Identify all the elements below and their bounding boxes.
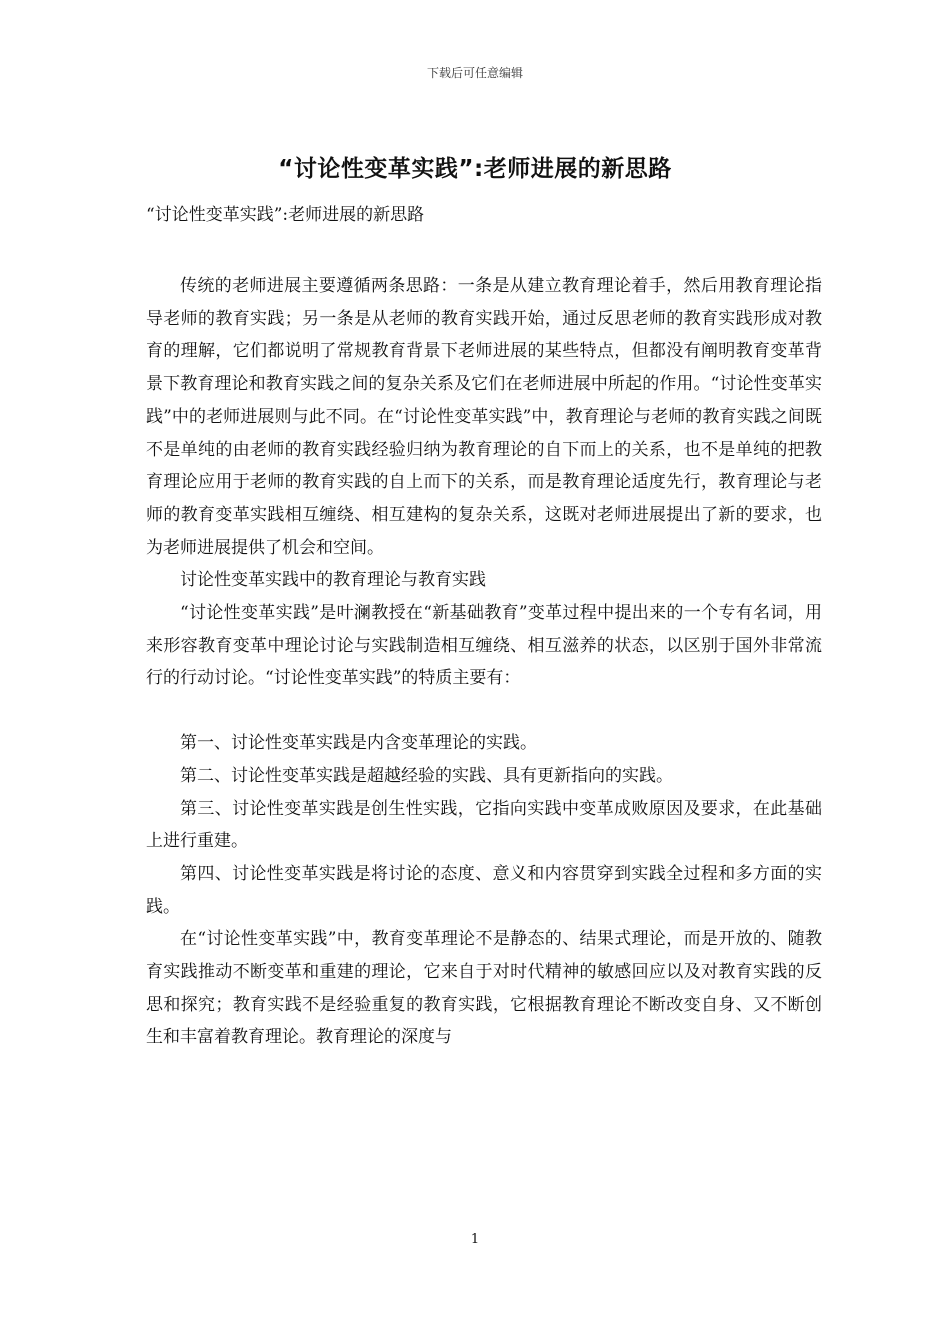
paragraph-definition: “讨论性变革实践”是叶澜教授在“新基础教育”变革过程中提出来的一个专有名词，用来形容教育变革中理论讨论与实践制造相互缠绕、相互滋养的状态，以区别于国外非常流行的行动讨论。“讨论性变革实践”的特质主要有： xyxy=(146,603,822,689)
list-item-fourth: 第四、讨论性变革实践是将讨论的态度、意义和内容贯穿到实践全过程和多方面的实践。 xyxy=(146,863,822,917)
page-number: 1 xyxy=(470,1232,480,1247)
paragraph-intro: 传统的老师进展主要遵循两条思路：一条是从建立教育理论着手，然后用教育理论指导老师的教育实践；另一条是从老师的教育实践开始，通过反思老师的教育实践形成对教育的理解，它们都说明了常规教育背景下老师进展的某些特点，但都没有阐明教育变革背景下教育理论和教育实践之间的复杂关系及它们在老师进展中所起的作用。“讨论性变革实践”中的老师进展则与此不同。在“讨论性变革实践”中，教育理论与老师的教育实践之间既不是单纯的由老师的教育实践经验归纳为教育理论的自下而上的关系，也不是单纯的把教育理论应用于老师的教育实践的自上而下的关系，而是教育理论适度先行，教育理论与老师的教育变革实践相互缠绕、相互建构的复杂关系，这既对老师进展提出了新的要求，也为老师进展提供了机会和空间。 xyxy=(146,276,822,558)
list-item-third: 第三、讨论性变革实践是创生性实践，它指向实践中变革成败原因及要求，在此基础上进行重建。 xyxy=(146,798,822,852)
list-item-second: 第二、讨论性变革实践是超越经验的实践、具有更新指向的实践。 xyxy=(180,765,673,786)
document-body xyxy=(146,270,822,1054)
paragraph-theory-practice: 在“讨论性变革实践”中，教育变革理论不是静态的、结果式理论，而是开放的、随教育实践推动不断变革和重建的理论，它来自于对时代精神的敏感回应以及对教育实践的反思和探究；教育实践不是经验重复的教育实践，它根据教育理论不断改变自身、又不断创生和丰富着教育理论。教育理论的深度与 xyxy=(146,929,822,1048)
document-subtitle: “讨论性变革实践”:老师进展的新思路 xyxy=(146,205,425,225)
section-heading: 讨论性变革实践中的教育理论与教育实践 xyxy=(180,570,486,591)
list-item-first: 第一、讨论性变革实践是内含变革理论的实践。 xyxy=(180,733,537,754)
document-title: “讨论性变革实践”:老师进展的新思路 xyxy=(278,156,672,182)
header-note: 下载后可任意编辑 xyxy=(426,66,523,80)
